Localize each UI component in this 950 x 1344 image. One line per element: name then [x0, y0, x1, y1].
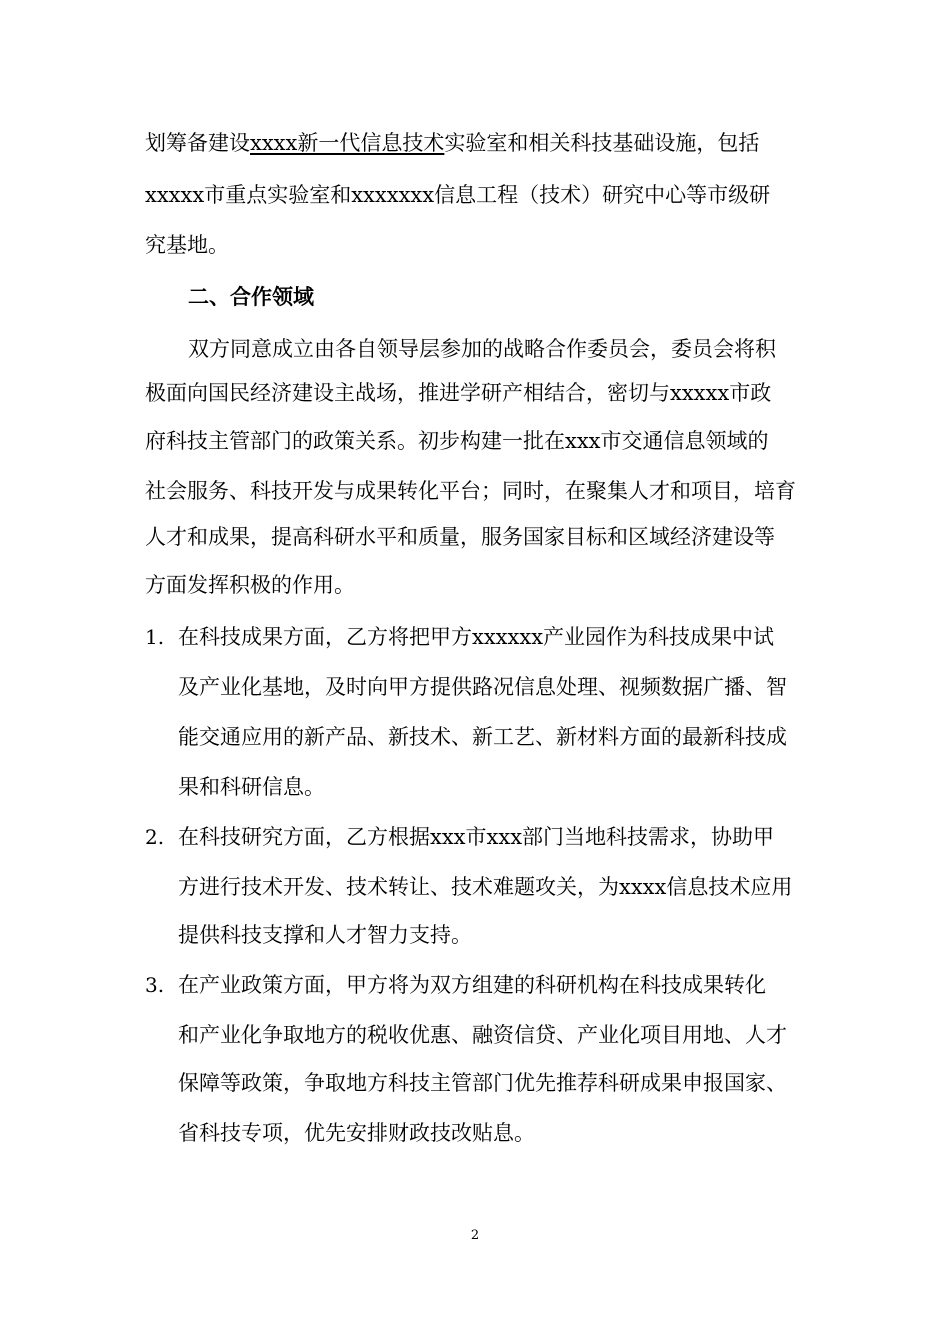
intro-line-1-end: 实验室和相关科技基础设施，包括	[444, 131, 760, 155]
paragraph-line: 双方同意成立由各自领导层参加的战略合作委员会，委员会将积	[188, 337, 776, 361]
paragraph-line: 人才和成果，提高科研水平和质量，服务国家目标和区域经济建设等	[145, 525, 775, 549]
list-item-line: 省科技专项，优先安排财政技改贴息。	[178, 1121, 535, 1145]
intro-line-2: xxxxx市重点实验室和xxxxxxx信息工程（技术）研究中心等市级研	[145, 183, 771, 207]
list-item-line: 在科技研究方面，乙方根据xxx市xxx部门当地科技需求，协助甲	[178, 825, 775, 849]
list-item-line: 能交通应用的新产品、新技术、新工艺、新材料方面的最新科技成	[178, 725, 787, 749]
list-item-line: 在科技成果方面，乙方将把甲方xxxxxx产业园作为科技成果中试	[178, 625, 775, 649]
list-item-line: 果和科研信息。	[178, 775, 325, 799]
list-number: 1.	[145, 625, 165, 649]
list-number: 2.	[145, 825, 165, 849]
page-number: 2	[470, 1228, 480, 1243]
list-number: 3.	[145, 973, 165, 997]
paragraph-line: 极面向国民经济建设主战场，推进学研产相结合，密切与xxxxx市政	[145, 381, 772, 405]
list-item-line: 提供科技支撑和人才智力支持。	[178, 923, 472, 947]
list-item-line: 保障等政策，争取地方科技主管部门优先推荐科研成果申报国家、	[178, 1071, 787, 1095]
list-item-line: 在产业政策方面，甲方将为双方组建的科研机构在科技成果转化	[178, 973, 766, 997]
intro-line-1	[145, 128, 759, 158]
intro-line-1-start: 划筹备建设	[145, 131, 250, 155]
list-item-line: 和产业化争取地方的税收优惠、融资信贷、产业化项目用地、人才	[178, 1023, 787, 1047]
intro-line-3: 究基地。	[145, 233, 229, 257]
section-heading: 二、合作领域	[188, 284, 314, 309]
list-item-line: 方进行技术开发、技术转让、技术难题攻关，为xxxx信息技术应用	[178, 875, 793, 899]
paragraph-line: 府科技主管部门的政策关系。初步构建一批在xxx市交通信息领域的	[145, 429, 769, 453]
paragraph-line: 社会服务、科技开发与成果转化平台；同时，在聚集人才和项目，培育	[145, 479, 796, 503]
paragraph-line: 方面发挥积极的作用。	[145, 573, 355, 597]
underlined-lab-name: xxxx新一代信息技术	[250, 131, 445, 155]
list-item-line: 及产业化基地，及时向甲方提供路况信息处理、视频数据广播、智	[178, 675, 787, 699]
